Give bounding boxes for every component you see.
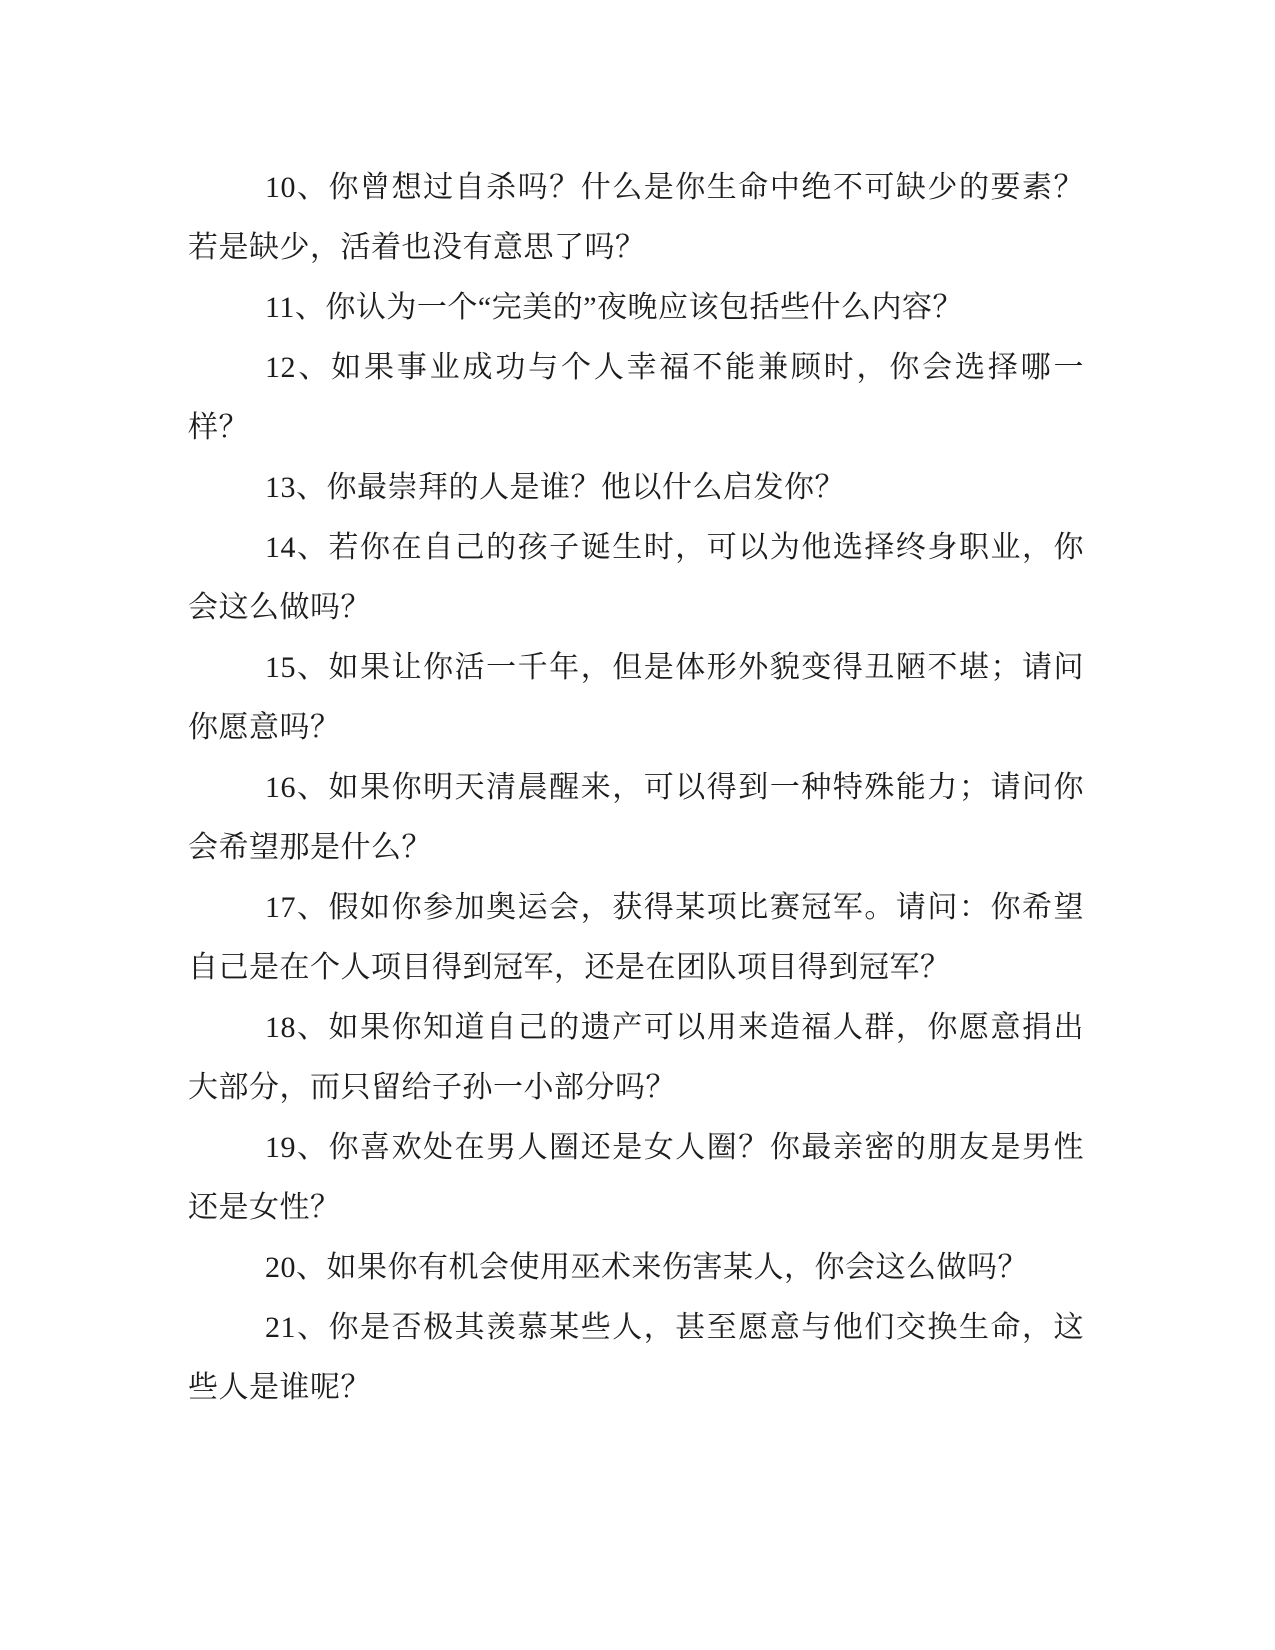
question-paragraph-16: 16、如果你明天清晨醒来，可以得到一种特殊能力；请问你会希望那是什么？ xyxy=(188,771,1084,864)
question-paragraph-20: 20、如果你有机会使用巫术来伤害某人，你会这么做吗？ xyxy=(265,1251,1028,1284)
question-paragraph-21: 21、你是否极其羡慕某些人，甚至愿意与他们交换生命，这些人是谁呢？ xyxy=(188,1311,1084,1404)
question-paragraph-13: 13、你最崇拜的人是谁？他以什么启发你？ xyxy=(265,471,845,504)
question-paragraph-19: 19、你喜欢处在男人圈还是女人圈？你最亲密的朋友是男性还是女性？ xyxy=(188,1131,1084,1224)
question-paragraph-15: 15、如果让你活一千年，但是体形外貌变得丑陋不堪；请问你愿意吗？ xyxy=(188,651,1084,744)
question-paragraph-18: 18、如果你知道自己的遗产可以用来造福人群，你愿意捐出大部分，而只留给子孙一小部分吗？ xyxy=(188,1011,1084,1104)
question-paragraph-12: 12、如果事业成功与个人幸福不能兼顾时，你会选择哪一样？ xyxy=(188,351,1084,444)
question-paragraph-11: 11、你认为一个“完美的”夜晚应该包括些什么内容？ xyxy=(265,291,964,324)
question-paragraph-10: 10、你曾想过自杀吗？什么是你生命中绝不可缺少的要素？若是缺少，活着也没有意思了吗？ xyxy=(188,171,1084,264)
question-paragraph-14: 14、若你在自己的孩子诞生时，可以为他选择终身职业，你会这么做吗？ xyxy=(188,531,1084,624)
question-list xyxy=(188,158,1084,1418)
question-paragraph-17: 17、假如你参加奥运会，获得某项比赛冠军。请问：你希望自己是在个人项目得到冠军，还是在团队项目得到冠军？ xyxy=(188,891,1084,984)
